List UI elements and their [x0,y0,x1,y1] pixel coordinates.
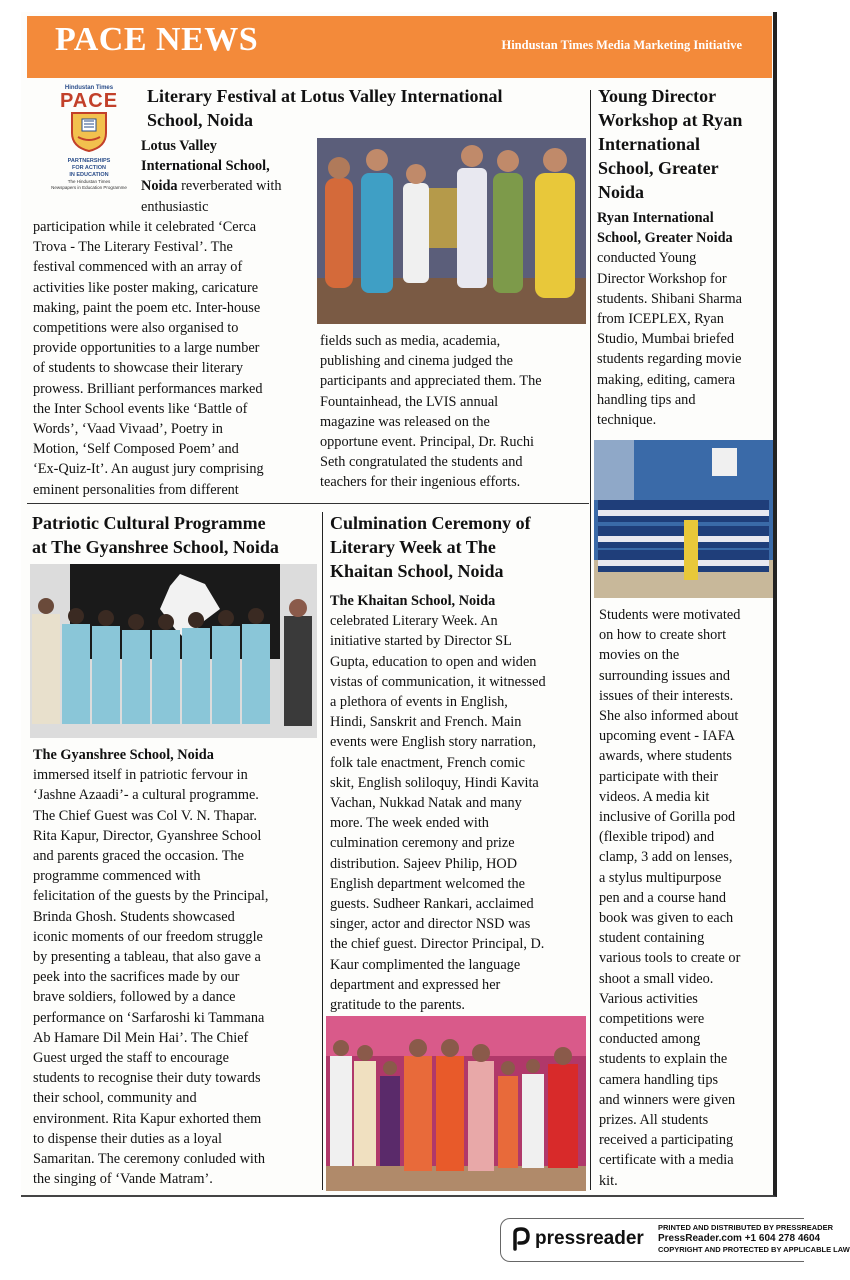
text-line: guests. Sudheer Rankari, acclaimed [330,896,534,913]
text-line: provide opportunities to a large number [33,340,260,357]
text-line: iconic moments of our freedom struggle [33,928,263,945]
text-line: (flexible tripod) and [599,829,715,846]
gyanshree-lead-bold: The Gyanshree School, Noida [33,747,214,763]
text-line: a plethora of events in English, [330,694,508,711]
logo-footer-2: Newspapers in Education Programme [51,185,127,190]
gyanshree-headline-line-1: Patriotic Cultural Programme [32,513,266,533]
text-line: and parents graced the occasion. The [33,848,244,865]
khaitan-body [330,591,588,1015]
ryan-headline-line: International [598,134,701,154]
text-line: making, paint the poem etc. Inter-house [33,299,261,316]
text-line: Vachan, Nukkad Natak and many [330,795,522,812]
text-line: pen and a course hand [599,889,727,906]
text-line: participants and appreciated them. The [320,373,542,390]
text-line: conducted Young [597,250,697,267]
text-line: surrounding issues and [599,667,731,684]
text-line: participation while it celebrated ‘Cerca [33,219,257,235]
text-line: Fountainhead, the LVIS annual [320,393,499,410]
pressreader-p-icon [511,1227,531,1251]
text-line: English department welcomed the [330,875,525,892]
pressreader-brand: pressreader [535,1228,644,1250]
text-line: a stylus multipurpose [599,869,722,886]
text-line: ‘Ex-Quiz-It’. An august jury comprising [33,461,264,478]
text-line: initiative started by Director SL [330,633,512,650]
text-line: the singing of ‘Vande Matram’. [33,1171,213,1188]
logo-top-text: Hindustan Times [64,85,114,91]
text-line: Gupta, education to open and widen [330,653,537,670]
text-line: teachers for their ingenious efforts. [320,474,521,491]
text-line: folk tale enactment, French comic [330,754,525,771]
text-line: programme commenced with [33,868,201,885]
logo-tagline-1: PARTNERSHIPS [67,158,111,164]
text-line: Students were motivated [599,607,741,623]
text-line: Samaritan. The ceremony conluded with [33,1151,265,1168]
text-line: Words’, ‘Vaad Vivaad’, Poetry in [33,421,223,438]
logo-name: PACE [59,90,119,112]
text-line: competitions were also organised to [33,320,239,337]
text-line: clamp, 3 add on lenses, [599,849,733,866]
text-line: on how to create short [599,627,727,644]
text-line: Rita Kapur, Director, Gyanshree School [33,827,262,844]
text-line: brave soldiers, followed by a dance [33,989,236,1006]
ryan-body-top [597,208,772,430]
pressreader-logo [511,1227,644,1251]
text-line: fields such as media, academia, [320,333,501,349]
text-line: Director Workshop for [597,270,727,287]
text-line: Brinda Ghosh. Students showcased [33,908,235,925]
text-line: participate with their [599,768,719,785]
text-line: culmination ceremony and prize [330,835,515,852]
text-line: shoot a small video. [599,970,714,987]
pace-shield-icon [42,111,136,153]
header-bar [27,16,772,78]
text-line: camera handling tips [599,1071,719,1088]
text-line: issues of their interests. [599,687,734,704]
text-line: singer, actor and director NSD was [330,916,531,933]
lotus-lead [141,136,311,217]
khaitan-headline-line: Khaitan School, Noida [330,561,504,581]
text-line: immersed itself in patriotic fervour in [33,767,248,784]
text-line: technique. [597,412,657,429]
page-title: PACE NEWS [55,21,259,58]
text-line: to dispense their duties as a loyal [33,1130,222,1147]
text-line: distribution. Sajeev Philip, HOD [330,855,518,872]
lotus-lead-bold-3: Noida [141,178,178,195]
text-line: peek into the sacrifices made by our [33,969,240,986]
logo-tagline-3: IN EDUCATION [69,172,109,178]
khaitan-headline-line: Culmination Ceremony of [330,513,531,533]
ryan-headline-line: Workshop at Ryan [598,110,743,130]
text-line: Studio, Mumbai briefed [597,331,734,348]
gyanshree-headline-line-2: at The Gyanshree School, Noida [32,537,279,557]
gyanshree-body [33,745,318,1189]
text-line: their school, community and [33,1090,197,1107]
section-divider [27,503,589,504]
ryan-group-photo-image [594,440,773,598]
text-line: students to recognise their duty towards [33,1070,261,1087]
text-line: book was given to each [599,910,734,927]
pressreader-line-2: PressReader.com +1 604 278 4604 [658,1233,821,1244]
pace-logo [42,85,136,203]
lotus-body-right [320,331,588,493]
text-line: competitions were [599,1011,705,1028]
text-line: prowess. Brilliant performances marked [33,380,263,397]
gyanshree-group-photo-image [30,564,317,738]
text-line: the Inter School events like ‘Battle of [33,400,248,417]
text-line: handling tips and [597,391,696,408]
khaitan-headline-line: Literary Week at The [330,537,496,557]
text-line: making, editing, camera [597,371,736,388]
ryan-body-bottom [599,605,771,1191]
text-line: Kaur complimented the language [330,956,521,973]
text-line: received a participating [599,1132,734,1149]
text-line: ‘Jashne Azaadi’- a cultural programme. [33,787,259,804]
text-line: performance on ‘Sarfaroshi ki Tammana [33,1009,265,1026]
text-line: gratitude to the parents. [330,997,465,1014]
text-line: various tools to create or [599,950,741,967]
pressreader-info [658,1223,850,1255]
text-line: Motion, ‘Self Composed Poem’ and [33,441,239,458]
khaitan-lead-bold: The Khaitan School, Noida [330,593,496,609]
text-line: She also informed about [599,708,739,725]
header-subtitle: Hindustan Times Media Marketing Initiative [501,38,742,52]
lotus-headline [147,84,587,132]
lotus-group-photo-image [317,138,586,324]
ryan-headline-line: School, Greater [598,158,719,178]
text-line: student containing [599,930,705,947]
pressreader-badge [500,1218,850,1262]
text-line: Trova - The Literary Festival’. The [33,239,233,256]
text-line: certificate with a media [599,1152,734,1169]
ryan-lead-bold-1: Ryan International [597,210,714,226]
text-line: videos. A media kit [599,788,710,805]
text-line: felicitation of the guests by the Principal, [33,888,269,905]
ryan-headline-line: Young Director [598,86,717,106]
khaitan-group-photo-image [326,1016,586,1191]
ryan-headline [598,84,770,204]
text-line: celebrated Literary Week. An [330,613,498,630]
text-line: by presenting a tableau, that also gave a [33,949,261,966]
ryan-headline-line: Noida [598,182,645,202]
column-divider-right [590,90,591,1190]
text-line: skit, English soliloquy, Hindi Kavita [330,774,539,791]
pressreader-line-1: PRINTED AND DISTRIBUTED BY PRESSREADER [658,1223,834,1232]
logo-tagline-2: FOR ACTION [71,165,106,171]
text-line: awards, where students [599,748,733,765]
text-line: The Chief Guest was Col V. N. Thapar. [33,807,257,824]
text-line: inclusive of Gorilla pod [599,809,736,826]
text-line: eminent personalities from different [33,481,239,498]
column-divider-left [322,512,323,1190]
text-line: festival commenced with an array of [33,259,243,276]
gyanshree-headline [32,511,322,559]
text-line: students regarding movie [597,351,742,368]
text-line: department and expressed her [330,976,501,993]
text-line: students to explain the [599,1051,728,1068]
text-line: from ICEPLEX, Ryan [597,311,724,328]
text-line: upcoming event - IAFA [599,728,735,745]
pressreader-line-3: COPYRIGHT AND PROTECTED BY APPLICABLE LAW [658,1245,850,1254]
logo-footer-1: The Hindustan Times [67,179,111,184]
text-line: and winners were given [599,1091,736,1108]
text-line: environment. Rita Kapur exhorted them [33,1110,262,1127]
lotus-line-1b: reverberated with [177,178,282,195]
text-line: movies on the [599,647,680,664]
text-line: Ab Hamare Dil Mein Hai’. The Chief [33,1029,249,1046]
text-line: Various activities [599,990,698,1007]
text-line: magazine was released on the [320,413,490,430]
text-line: activities like poster making, caricature [33,279,259,296]
text-line: more. The week ended with [330,815,489,832]
text-line: students. Shibani Sharma [597,290,742,307]
text-line: conducted among [599,1031,701,1048]
ryan-lead-bold-2: School, Greater Noida [597,230,733,247]
lotus-lead-bold-2: International School, [141,158,270,175]
khaitan-headline [330,511,588,583]
text-line: Seth congratulated the students and [320,454,523,471]
text-line: Hindi, Sanskrit and French. Main [330,714,522,731]
text-line: vistas of communication, it witnessed [330,673,546,690]
text-line: kit. [599,1172,618,1189]
lotus-line-1c: enthusiastic [141,198,209,215]
khaitan-photo [326,1016,586,1191]
lotus-headline-line-1: Literary Festival at Lotus Valley International [147,86,503,106]
text-line: opportune event. Principal, Dr. Ruchi [320,434,535,451]
text-line: of students to showcase their literary [33,360,244,377]
lotus-lead-bold-1: Lotus Valley [141,138,217,154]
lotus-photo [317,138,586,324]
text-line: Guest urged the staff to encourage [33,1050,229,1067]
gyanshree-photo [30,564,317,738]
ryan-photo [594,440,773,598]
text-line: the chief guest. Director Principal, D. [330,936,545,953]
text-line: publishing and cinema judged the [320,353,513,370]
text-line: prizes. All students [599,1112,709,1129]
lotus-body-left [33,217,311,500]
lotus-headline-line-2: School, Noida [147,110,254,130]
text-line: events were English story narration, [330,734,537,751]
